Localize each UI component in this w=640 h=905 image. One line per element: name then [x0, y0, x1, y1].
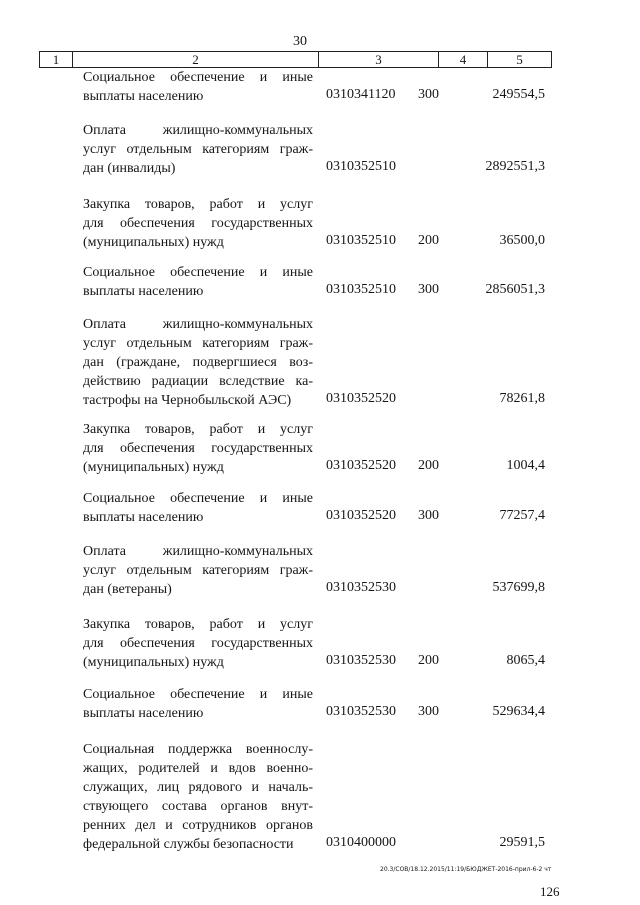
row-name-line: дан (ветераны)	[83, 582, 172, 597]
row-name-line: выплаты населению	[83, 510, 204, 525]
row-name-line: услуг отдельным категориям граж-	[83, 336, 313, 351]
row-type: 300	[418, 704, 439, 719]
row-name-line: Закупка товаров, работ и услуг	[83, 197, 313, 212]
row-name	[83, 68, 313, 106]
row-name-line: Оплата жилищно-коммунальных	[83, 317, 313, 332]
row-name-line: (муниципальных) нужд	[83, 460, 224, 475]
row-amount: 249554,5	[492, 87, 545, 102]
row-amount: 1004,4	[506, 458, 545, 473]
header-col-2: 2	[73, 52, 319, 67]
row-name-line: Социальное обеспечение и иные	[83, 491, 313, 506]
row-name-line: Оплата жилищно-коммунальных	[83, 544, 313, 559]
row-type: 200	[418, 653, 439, 668]
row-name-line: Социальное обеспечение и иные	[83, 687, 313, 702]
row-name-line: для обеспечения государственных	[83, 636, 313, 651]
row-name-line: для обеспечения государственных	[83, 441, 313, 456]
row-amount: 537699,8	[492, 580, 545, 595]
footer-note: 20.3/СОВ/18.12.2015/11:19/БЮДЖЕТ-2016-прил-6-2 чт	[380, 866, 552, 873]
row-type: 200	[418, 458, 439, 473]
row-name-line: услуг отдельным категориям граж-	[83, 563, 313, 578]
row-name	[83, 195, 313, 252]
row-name	[83, 615, 313, 672]
page-number: 30	[293, 34, 307, 49]
row-name	[83, 315, 313, 410]
row-name-line: федеральной службы безопасности	[83, 837, 294, 852]
row-type: 300	[418, 87, 439, 102]
row-name	[83, 420, 313, 477]
row-amount: 529634,4	[492, 704, 545, 719]
row-name-line: действию радиации вследствие ка-	[83, 374, 313, 389]
row-name-line: тастрофы на Чернобыльской АЭС)	[83, 393, 292, 408]
row-name-line: Оплата жилищно-коммунальных	[83, 123, 313, 138]
row-name	[83, 685, 313, 723]
row-code: 0310352520	[326, 508, 396, 523]
row-name-line: выплаты населению	[83, 89, 204, 104]
row-amount: 2856051,3	[485, 282, 545, 297]
row-code: 0310352510	[326, 159, 396, 174]
row-name	[83, 542, 313, 599]
row-amount: 8065,4	[506, 653, 545, 668]
row-name-line: дан (граждане, подвергшиеся воз-	[83, 355, 313, 370]
row-name	[83, 263, 313, 301]
row-name-line: выплаты населению	[83, 284, 204, 299]
row-name	[83, 740, 313, 854]
row-code: 0310352520	[326, 458, 396, 473]
row-amount: 36500,0	[499, 233, 545, 248]
header-col-1: 1	[40, 52, 73, 67]
row-name-line: (муниципальных) нужд	[83, 655, 224, 670]
table-header	[39, 51, 552, 68]
row-amount: 77257,4	[499, 508, 545, 523]
row-code: 0310352520	[326, 391, 396, 406]
row-code: 0310352530	[326, 653, 396, 668]
row-name-line: ренних дел и сотрудников органов	[83, 818, 313, 833]
row-name-line: Закупка товаров, работ и услуг	[83, 422, 313, 437]
row-amount: 78261,8	[499, 391, 545, 406]
header-col-5: 5	[516, 52, 523, 67]
row-code: 0310352510	[326, 282, 396, 297]
row-code: 0310352530	[326, 704, 396, 719]
row-name-line: служащих, лиц рядового и началь-	[83, 780, 313, 795]
row-code: 0310400000	[326, 835, 396, 850]
row-code: 0310352510	[326, 233, 396, 248]
row-name-line: (муниципальных) нужд	[83, 235, 224, 250]
row-type: 200	[418, 233, 439, 248]
row-name-line: жащих, родителей и вдов военно-	[83, 761, 313, 776]
header-col-4: 4	[439, 52, 488, 67]
row-name-line: Закупка товаров, работ и услуг	[83, 617, 313, 632]
row-type: 300	[418, 508, 439, 523]
row-type: 300	[418, 282, 439, 297]
row-code: 0310341120	[326, 87, 396, 102]
row-amount: 2892551,3	[485, 159, 545, 174]
row-name	[83, 489, 313, 527]
row-name-line: дан (инвалиды)	[83, 161, 176, 176]
row-name-line: выплаты населению	[83, 706, 204, 721]
row-amount: 29591,5	[499, 835, 545, 850]
row-name-line: Социальное обеспечение и иные	[83, 265, 313, 280]
row-name-line: Социальная поддержка военнослу-	[83, 742, 313, 757]
row-code: 0310352530	[326, 580, 396, 595]
row-name-line: услуг отдельным категориям граж-	[83, 142, 313, 157]
header-col-3: 3	[319, 52, 439, 67]
row-name-line: ствующего состава органов внут-	[83, 799, 313, 814]
row-name-line: Социальное обеспечение и иные	[83, 70, 313, 85]
row-name-line: для обеспечения государственных	[83, 216, 313, 231]
footer-page-number: 126	[540, 884, 560, 899]
row-name	[83, 121, 313, 178]
